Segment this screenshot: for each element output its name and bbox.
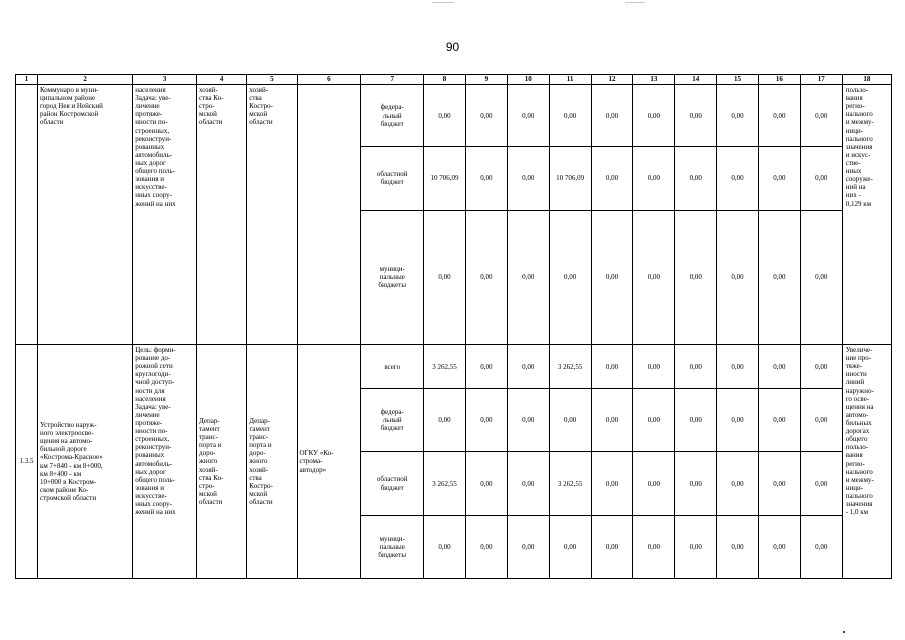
value-cell: 0,00: [717, 85, 759, 147]
value-cell: 0,00: [758, 515, 800, 578]
value-cell: 0,00: [633, 345, 675, 389]
value-cell: 0,00: [717, 389, 759, 452]
coexecutor: хозяй- ства Костро- мской области: [247, 85, 297, 345]
value-cell: 0,00: [758, 210, 800, 345]
value-cell: 0,00: [549, 389, 591, 452]
value-cell: 0,00: [591, 85, 633, 147]
value-cell: 0,00: [675, 210, 717, 345]
value-cell: 0,00: [758, 389, 800, 452]
value-cell: 3 262,55: [549, 345, 591, 389]
funding-source: областной бюджет: [361, 147, 424, 210]
value-cell: 0,00: [675, 515, 717, 578]
column-number: 7: [361, 75, 424, 85]
value-cell: 0,00: [633, 389, 675, 452]
value-cell: 0,00: [758, 345, 800, 389]
column-number: 16: [758, 75, 800, 85]
expected-result: пользо- вания регио- нального и межму- ници- пального значения и искус- стве- нных сооруже- ний на них - 0,129 км: [842, 85, 891, 345]
column-number: 4: [197, 75, 247, 85]
value-cell: 0,00: [758, 147, 800, 210]
column-number: 11: [549, 75, 591, 85]
value-cell: 0,00: [717, 515, 759, 578]
value-cell: 0,00: [717, 210, 759, 345]
column-number: 17: [800, 75, 842, 85]
column-number: 1: [16, 75, 38, 85]
funding-source: федера- льный бюджет: [361, 85, 424, 147]
funding-source: областной бюджет: [361, 452, 424, 515]
item-goal: населения Задача: уве- личение протяже- нности по- строенных, реконструи- рованных автомобиль- ных дорог общего поль- зования и искусстве- нных соору- жений на них: [133, 85, 197, 345]
scan-mark-right: [625, 2, 645, 3]
value-cell: 0,00: [633, 452, 675, 515]
value-cell: 0,00: [465, 147, 507, 210]
value-cell: 0,00: [507, 345, 549, 389]
item-number: 1.3.5: [16, 345, 38, 579]
value-cell: 0,00: [800, 147, 842, 210]
value-cell: 0,00: [591, 147, 633, 210]
value-cell: 3 262,55: [424, 452, 466, 515]
column-number: 12: [591, 75, 633, 85]
funding-source: всего: [361, 345, 424, 389]
scan-dot: [843, 631, 845, 633]
value-cell: 10 706,09: [424, 147, 466, 210]
value-cell: 0,00: [717, 345, 759, 389]
participant: ОГКУ «Ко- строма- автодор»: [297, 345, 361, 579]
scan-mark-left: [432, 2, 454, 3]
value-cell: 0,00: [591, 515, 633, 578]
value-cell: 0,00: [591, 210, 633, 345]
value-cell: 0,00: [633, 85, 675, 147]
item-name: Устройство наруж- ного электроосве- щения на автомо- бильной дороге «Кострома-Красное» км 7+840 - км 8+000, км 8+400 - км 10+000 в Костром- ском районе Ко- стромской области: [37, 345, 132, 579]
value-cell: 0,00: [549, 515, 591, 578]
value-cell: 0,00: [507, 210, 549, 345]
value-cell: 0,00: [633, 210, 675, 345]
responsible-executor: Депар- тамент транс- порта и доро- жного хозяй- ства Ко- стро- мской области: [197, 345, 247, 579]
participant: [297, 85, 361, 345]
table-row: [16, 345, 892, 389]
value-cell: 0,00: [800, 345, 842, 389]
value-cell: 0,00: [507, 85, 549, 147]
value-cell: 0,00: [549, 85, 591, 147]
value-cell: 0,00: [633, 515, 675, 578]
value-cell: 0,00: [507, 147, 549, 210]
column-number: 5: [247, 75, 297, 85]
value-cell: 0,00: [800, 452, 842, 515]
value-cell: 0,00: [800, 515, 842, 578]
value-cell: 0,00: [465, 452, 507, 515]
value-cell: 0,00: [675, 452, 717, 515]
value-cell: 0,00: [507, 452, 549, 515]
column-number: 9: [465, 75, 507, 85]
value-cell: 0,00: [758, 85, 800, 147]
value-cell: 0,00: [465, 210, 507, 345]
value-cell: 0,00: [675, 389, 717, 452]
value-cell: 0,00: [424, 389, 466, 452]
coexecutor: Депар- тамент транс- порта и доро- жного хозяй- ства Костро- мской области: [247, 345, 297, 579]
value-cell: 0,00: [675, 147, 717, 210]
item-name: Коммунаро в муни- ципальном районе город Нея и Нейский район Костромской области: [37, 85, 132, 345]
value-cell: 0,00: [591, 389, 633, 452]
value-cell: 3 262,55: [549, 452, 591, 515]
column-number: 2: [37, 75, 132, 85]
column-number: 3: [133, 75, 197, 85]
value-cell: 0,00: [424, 515, 466, 578]
value-cell: 0,00: [758, 452, 800, 515]
column-number: 13: [633, 75, 675, 85]
value-cell: 0,00: [465, 389, 507, 452]
value-cell: 0,00: [800, 389, 842, 452]
column-number: 6: [297, 75, 361, 85]
value-cell: 0,00: [507, 515, 549, 578]
value-cell: 0,00: [717, 147, 759, 210]
value-cell: 0,00: [465, 515, 507, 578]
value-cell: 0,00: [675, 85, 717, 147]
value-cell: 0,00: [591, 345, 633, 389]
value-cell: 0,00: [549, 210, 591, 345]
value-cell: 0,00: [465, 345, 507, 389]
item-goal: Цель: форми- рование до- рожной сети круглогоди- чной доступ- ности для населения Задача: уве- личение протяже- нности по- строенных, реконструи- рованных автомобиль- ных дорог общего поль- зования и искусстве- нных соору- жений на них: [133, 345, 197, 579]
expected-result: Увеличе- ние про- тяже- нности линий наружно- го осве- щения на автомо- бильных дорогах общего пользо- вания регио- нального и межму- ници- пального значения - 1,0 км: [842, 345, 891, 579]
value-cell: 0,00: [800, 210, 842, 345]
value-cell: 0,00: [717, 452, 759, 515]
value-cell: 0,00: [633, 147, 675, 210]
value-cell: 10 706,09: [549, 147, 591, 210]
column-number: 15: [717, 75, 759, 85]
value-cell: 0,00: [424, 210, 466, 345]
column-number: 14: [675, 75, 717, 85]
budget-table: [15, 74, 892, 579]
page-number: 90: [445, 40, 460, 54]
value-cell: 0,00: [800, 85, 842, 147]
value-cell: 3 262,55: [424, 345, 466, 389]
value-cell: 0,00: [675, 345, 717, 389]
value-cell: 0,00: [591, 452, 633, 515]
table-row: [16, 85, 892, 147]
column-number-row: [16, 75, 892, 85]
funding-source: муници- пальные бюджеты: [361, 210, 424, 345]
item-number: [16, 85, 38, 345]
column-number: 18: [842, 75, 891, 85]
funding-source: муници- пальные бюджеты: [361, 515, 424, 578]
funding-source: федера- льный бюджет: [361, 389, 424, 452]
column-number: 10: [507, 75, 549, 85]
column-number: 8: [424, 75, 466, 85]
value-cell: 0,00: [465, 85, 507, 147]
value-cell: 0,00: [507, 389, 549, 452]
value-cell: 0,00: [424, 85, 466, 147]
responsible-executor: хозяй- ства Ко- стро- мской области: [197, 85, 247, 345]
